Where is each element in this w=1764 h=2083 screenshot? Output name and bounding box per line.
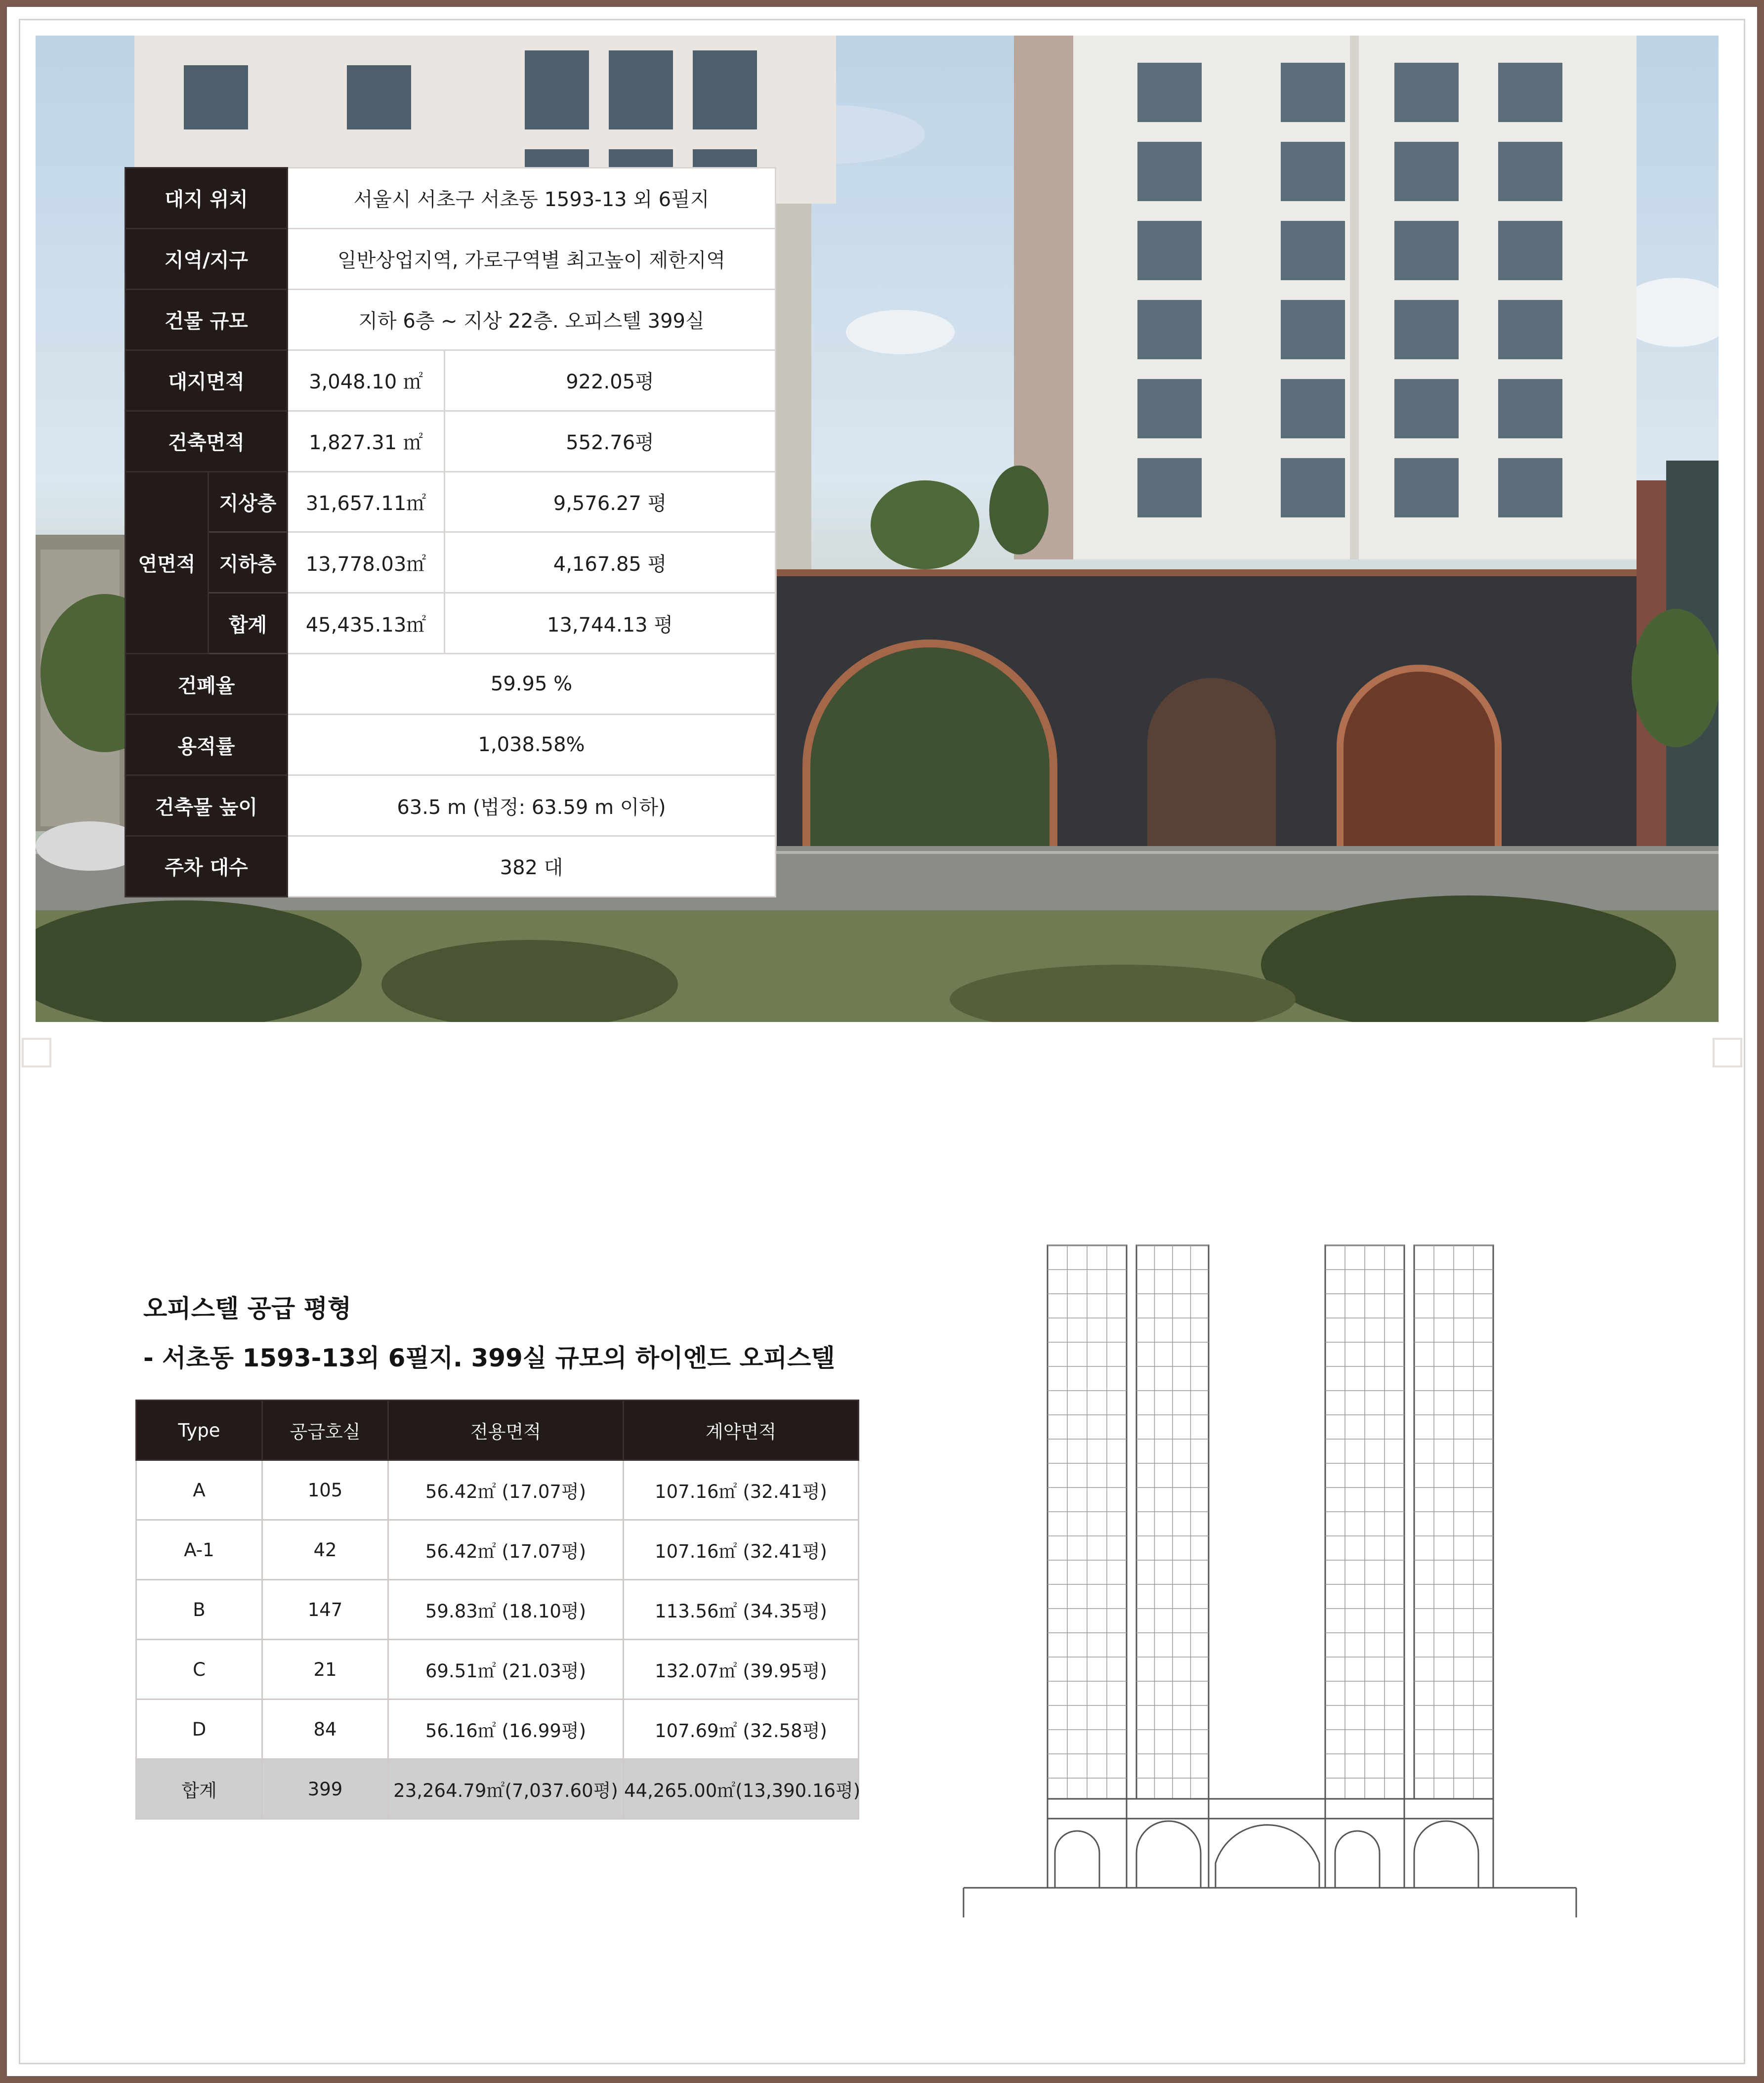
spec-value-pyeong: 13,744.13 평: [445, 593, 776, 654]
spec-row-gross-below: [126, 532, 776, 593]
spec-value-pyeong: 922.05평: [445, 350, 776, 411]
building-elevation-drawing: [959, 1235, 1581, 1927]
spec-row-coverage: [126, 654, 776, 715]
cell-exclusive-area: 59.83㎡ (18.10평): [388, 1580, 624, 1640]
spec-value: 1,038.58%: [288, 715, 776, 775]
cell-exclusive-area: 69.51㎡ (21.03평): [388, 1640, 624, 1700]
table-row: [136, 1640, 859, 1700]
cell-total-contract-area: 44,265.00㎡(13,390.16평): [624, 1759, 859, 1819]
spec-row-gross-above: [126, 471, 776, 532]
cell-units: 84: [262, 1700, 388, 1759]
cell-units: 21: [262, 1640, 388, 1700]
table-row: [136, 1520, 859, 1580]
spec-sublabel: 합계: [209, 593, 288, 654]
cell-total-exclusive-area: 23,264.79㎡(7,037.60평): [388, 1759, 624, 1819]
project-overview-table: [125, 167, 776, 897]
spec-row-gross-total: [126, 593, 776, 654]
header-type: Type: [136, 1401, 262, 1460]
cell-type: C: [136, 1640, 262, 1700]
spec-label: 대지면적: [126, 350, 288, 411]
spec-label: 건폐율: [126, 654, 288, 715]
spec-value-m2: 1,827.31 ㎡: [288, 411, 445, 471]
cell-type: D: [136, 1700, 262, 1759]
spec-label: 용적률: [126, 715, 288, 775]
spec-row-site-area: [126, 350, 776, 411]
spec-row-scale: [126, 289, 776, 350]
cell-type: B: [136, 1580, 262, 1640]
cell-contract-area: 107.16㎡ (32.41평): [624, 1520, 859, 1580]
cell-contract-area: 107.16㎡ (32.41평): [624, 1460, 859, 1520]
spec-sublabel: 지하층: [209, 532, 288, 593]
cell-contract-area: 132.07㎡ (39.95평): [624, 1640, 859, 1700]
panel-corner-ornament: [22, 1038, 51, 1067]
spec-value: 지하 6층 ~ 지상 22층. 오피스텔 399실: [288, 289, 776, 350]
cell-units: 105: [262, 1460, 388, 1520]
cell-contract-area: 107.69㎡ (32.58평): [624, 1700, 859, 1759]
header-units: 공급호실: [262, 1401, 388, 1460]
spec-value-pyeong: 9,576.27 평: [445, 471, 776, 532]
cell-contract-area: 113.56㎡ (34.35평): [624, 1580, 859, 1640]
spec-label: 건물 규모: [126, 289, 288, 350]
cell-total-units: 399: [262, 1759, 388, 1819]
header-contract-area: 계약면적: [624, 1401, 859, 1460]
spec-value-m2: 13,778.03㎡: [288, 532, 445, 593]
spec-value: 일반상업지역, 가로구역별 최고높이 제한지역: [288, 228, 776, 289]
spec-row-zoning: [126, 228, 776, 289]
table-row: [136, 1580, 859, 1640]
spec-label: 주차 대수: [126, 836, 288, 896]
table-total-row: [136, 1759, 859, 1819]
spec-value-m2: 31,657.11㎡: [288, 471, 445, 532]
cell-exclusive-area: 56.42㎡ (17.07평): [388, 1460, 624, 1520]
spec-row-building-area: [126, 411, 776, 471]
supply-table: [135, 1400, 859, 1820]
spec-label: 건축면적: [126, 411, 288, 471]
cell-units: 42: [262, 1520, 388, 1580]
spec-value: 382 대: [288, 836, 776, 896]
table-row: [136, 1460, 859, 1520]
spec-row-height: [126, 775, 776, 836]
spec-value: 서울시 서초구 서초동 1593-13 외 6필지: [288, 168, 776, 229]
spec-value: 63.5 m (법정: 63.59 m 이하): [288, 775, 776, 836]
cell-exclusive-area: 56.42㎡ (17.07평): [388, 1520, 624, 1580]
panel-corner-ornament: [1713, 1038, 1742, 1067]
spec-label-gross-area: 연면적: [126, 471, 209, 654]
cell-exclusive-area: 56.16㎡ (16.99평): [388, 1700, 624, 1759]
spec-label: 지역/지구: [126, 228, 288, 289]
spec-value-pyeong: 4,167.85 평: [445, 532, 776, 593]
spec-row-parking: [126, 836, 776, 896]
spec-row-far: [126, 715, 776, 775]
spec-label: 대지 위치: [126, 168, 288, 229]
spec-sublabel: 지상층: [209, 471, 288, 532]
spec-label: 건축물 높이: [126, 775, 288, 836]
spec-value: 59.95 %: [288, 654, 776, 715]
spec-row-location: [126, 168, 776, 229]
table-row: [136, 1700, 859, 1759]
spec-value-pyeong: 552.76평: [445, 411, 776, 471]
supply-title: 오피스텔 공급 평형: [143, 1294, 352, 1323]
spec-value-m2: 3,048.10 ㎡: [288, 350, 445, 411]
cell-total-label: 합계: [136, 1759, 262, 1819]
header-exclusive-area: 전용면적: [388, 1401, 624, 1460]
spec-value-m2: 45,435.13㎡: [288, 593, 445, 654]
supply-subtitle: - 서초동 1593-13외 6필지. 399실 규모의 하이엔드 오피스텔: [143, 1344, 835, 1372]
cell-type: A-1: [136, 1520, 262, 1580]
cell-type: A: [136, 1460, 262, 1520]
cell-units: 147: [262, 1580, 388, 1640]
supply-table-header: [136, 1401, 859, 1460]
